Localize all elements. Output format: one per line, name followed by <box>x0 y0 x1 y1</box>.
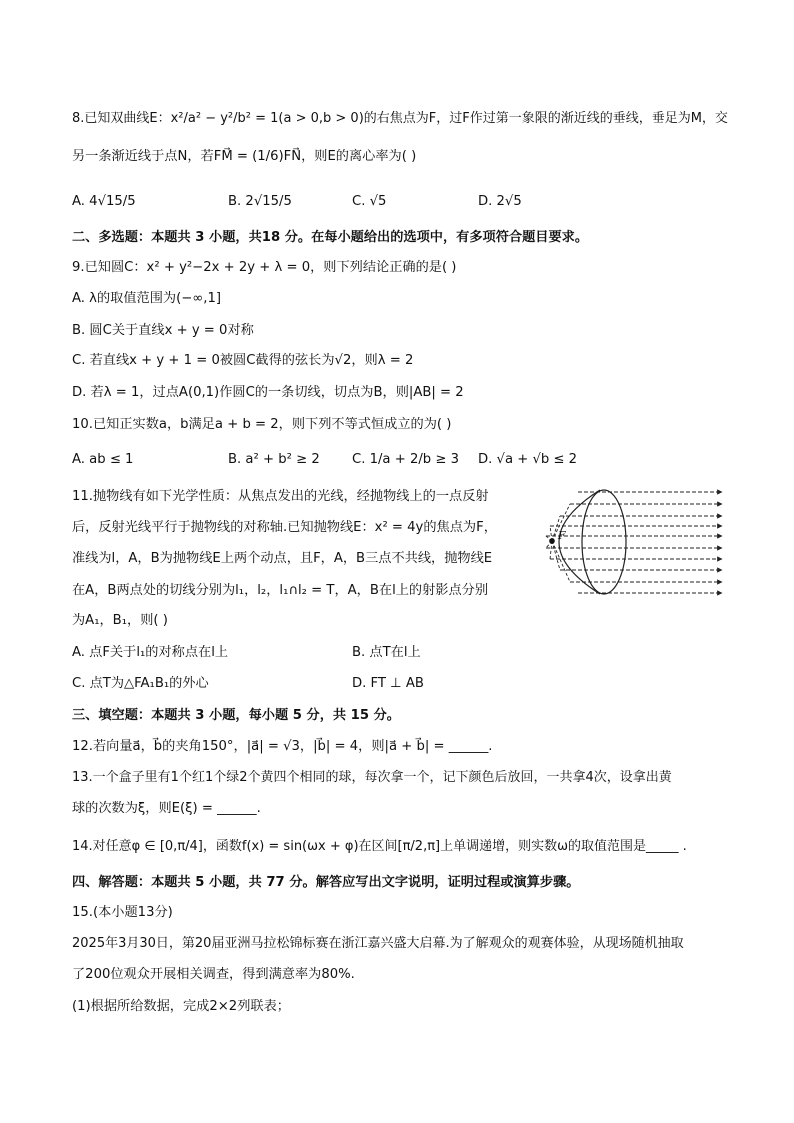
focus-point <box>549 538 555 544</box>
q8-option-b: B. 2√15/5 <box>228 194 292 209</box>
q15-line2: 了200位观众开展相关调查，得到满意率为80%. <box>72 967 355 982</box>
parabola-rim <box>582 490 626 594</box>
q8-option-d: D. 2√5 <box>478 194 522 209</box>
q11-line3: 准线为l，A，B为抛物线E上两个动点，且F，A，B三点不共线，抛物线E <box>72 551 493 566</box>
q11-option-c: C. 点T为△FA₁B₁的外心 <box>72 676 209 691</box>
q9-option-c: C. 若直线x + y + 1 = 0被圆C截得的弦长为√2，则λ = 2 <box>72 353 414 368</box>
q8-option-a: A. 4√15/5 <box>72 194 136 209</box>
q15-line1: 2025年3月30日，第20届亚洲马拉松锦标赛在浙江嘉兴盛大启幕.为了解观众的观赛体验，从现场随机抽取 <box>72 936 684 951</box>
section-2-heading: 二、多选题：本题共 3 小题，共18 分。在每小题给出的选项中，有多项符合题目要求。 <box>72 230 589 245</box>
q12: 12.若向量a⃗，b⃗的夹角150°，|a⃗| = √3，|b⃗| = 4，则|a⃗ + b⃗| = ______. <box>72 739 493 754</box>
q10-stem: 10.已知正实数a，b满足a + b = 2，则下列不等式恒成立的为( ) <box>72 417 452 432</box>
q9-option-a: A. λ的取值范围为(−∞,1] <box>72 291 222 306</box>
q13-line1: 13.一个盒子里有1个红1个绿2个黄四个相同的球，每次拿一个，记下颜色后放回，一共拿4次，设拿出黄 <box>72 770 672 785</box>
q10-option-a: A. ab ≤ 1 <box>72 452 134 467</box>
q11-line4: 在A，B两点处的切线分别为l₁，l₂，l₁∩l₂ = T，A，B在l上的射影点分别 <box>72 583 489 598</box>
q10-option-d: D. √a + √b ≤ 2 <box>478 452 578 467</box>
q8-line1: 8.已知双曲线E：x²/a² − y²/b² = 1(a > 0,b > 0)的右焦点为F，过F作过第一象限的渐近线的垂线，垂足为M，交 <box>72 111 728 126</box>
q8-option-c: C. √5 <box>352 194 387 209</box>
parabola-reflection-figure <box>530 484 730 600</box>
q9-stem: 9.已知圆C：x² + y²−2x + 2y + λ = 0，则下列结论正确的是( ) <box>72 260 457 275</box>
q11-option-a: A. 点F关于l₁的对称点在l上 <box>72 645 229 660</box>
q10-option-c: C. 1/a + 2/b ≥ 3 <box>352 452 459 467</box>
q8-line2: 另一条渐近线于点N，若FM⃗ = (1/6)FN⃗，则E的离心率为( ) <box>72 149 417 164</box>
q9-option-b: B. 圆C关于直线x + y = 0对称 <box>72 323 254 338</box>
q11-line2: 后，反射光线平行于抛物线的对称轴.已知抛物线E：x² = 4y的焦点为F， <box>72 520 497 535</box>
q9-option-d: D. 若λ = 1，过点A(0,1)作圆C的一条切线，切点为B，则|AB| = 2 <box>72 385 464 400</box>
parabola-curve <box>559 490 600 594</box>
q11-option-d: D. FT ⊥ AB <box>352 676 424 691</box>
q11-line5: 为A₁，B₁，则( ) <box>72 613 168 628</box>
q11-line1: 11.抛物线有如下光学性质：从焦点发出的光线，经抛物线上的一点反射 <box>72 489 489 504</box>
q10-option-b: B. a² + b² ≥ 2 <box>228 452 320 467</box>
q11-option-b: B. 点T在l上 <box>352 645 421 660</box>
q15-header: 15.(本小题13分) <box>72 905 173 920</box>
focus-label: F <box>558 529 566 542</box>
q15-line3: (1)根据所给数据，完成2×2列联表； <box>72 999 290 1014</box>
q14: 14.对任意φ ∈ [0,π/4]，函数f(x) = sin(ωx + φ)在区间[π/2,π]上单调递增，则实数ω的取值范围是_____ . <box>72 839 687 854</box>
q13-line2: 球的次数为ξ，则E(ξ) = ______. <box>72 801 261 816</box>
section-3-heading: 三、填空题：本题共 3 小题，每小题 5 分，共 15 分。 <box>72 708 400 723</box>
section-4-heading: 四、解答题：本题共 5 小题，共 77 分。解答应写出文字说明，证明过程或演算步骤。 <box>72 875 580 890</box>
